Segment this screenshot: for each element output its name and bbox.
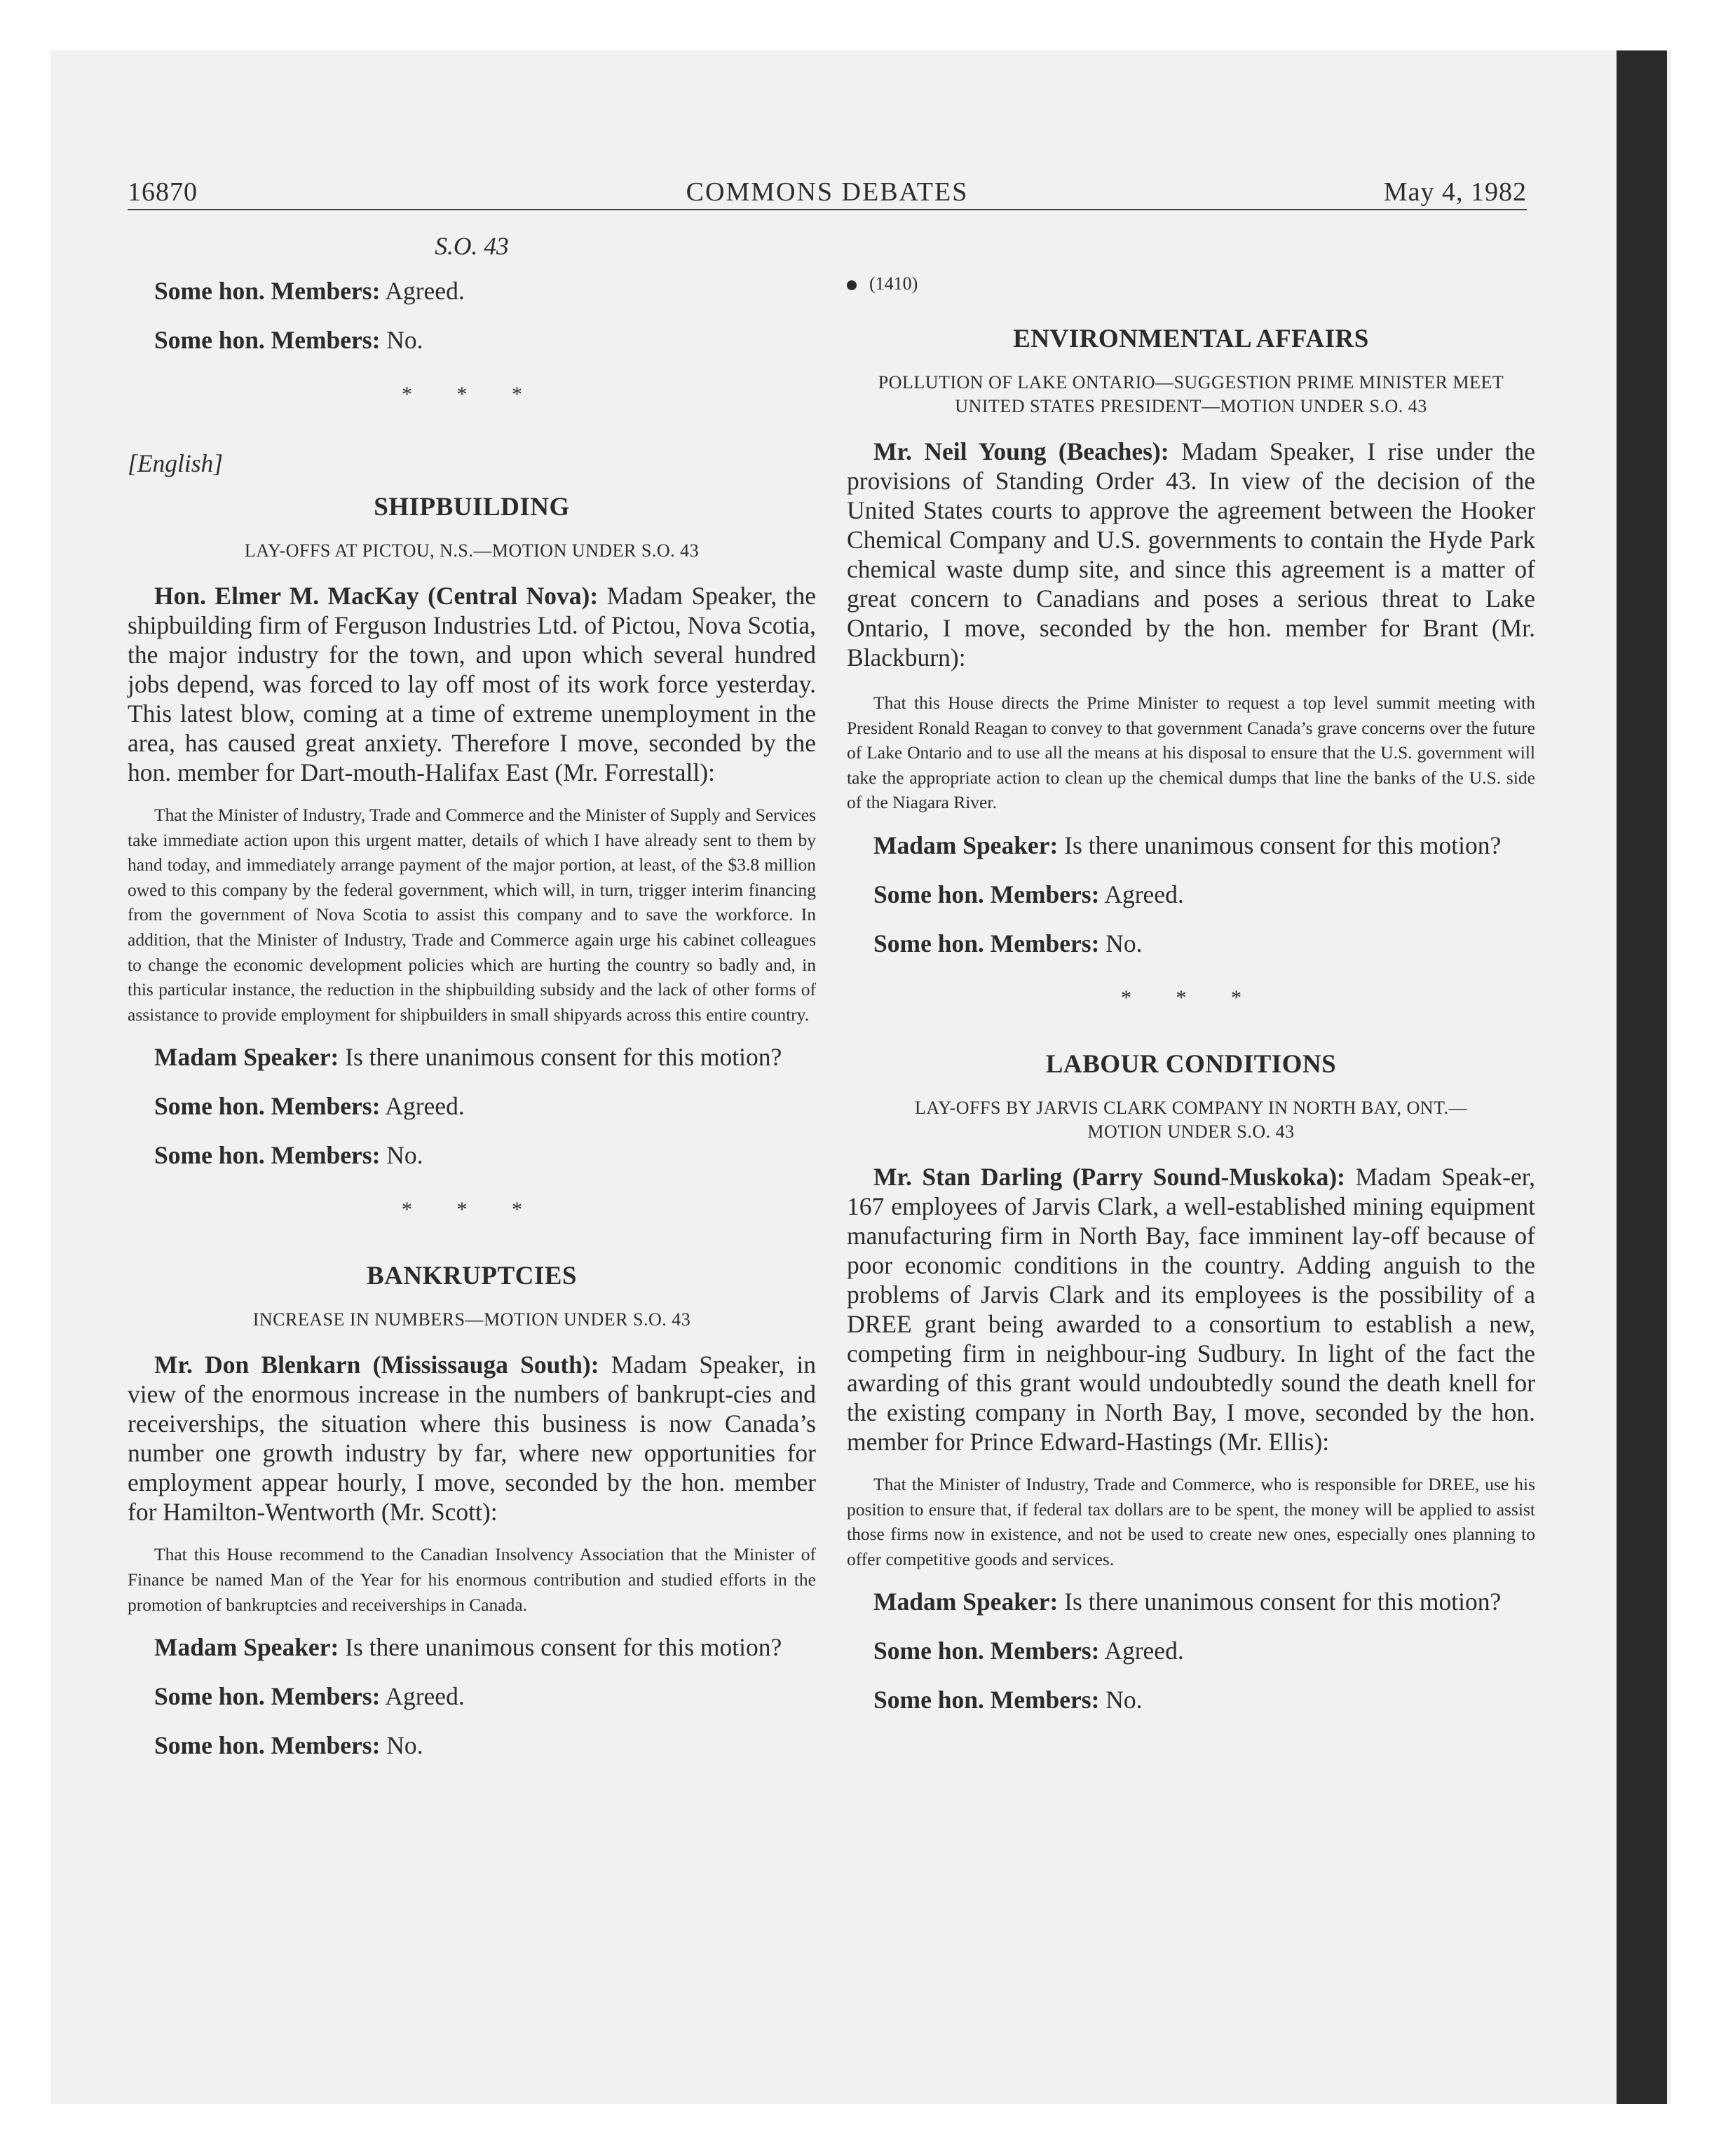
header-rule <box>128 209 1527 210</box>
bullet-icon <box>847 280 857 290</box>
members-agreed: Some hon. Members: Agreed. <box>154 1682 465 1711</box>
heading-environmental-affairs: ENVIRONMENTAL AFFAIRS <box>1013 325 1369 353</box>
members-no: Some hon. Members: No. <box>154 1731 423 1760</box>
speech-darling: Mr. Stan Darling (Parry Sound-Muskoka): Madam Speak-er, 167 employees of Jarvis Clark, a well-established mining equipment manufacturing firm in North Bay, face imminent lay-off because of poor economic conditions in the country. Adding anguish to the problems of Jarvis Clark and its employees is the possibility of a DREE grant being awarded to a consortium to establish a new, competing firm in neighbour-ing Sudbury. In light of the fact the awarding of this grant would undoubtedly sound the death knell for the existing company in North Bay, I move, seconded by the hon. member for Prince Edward-Hastings (Mr. Ellis): <box>847 1162 1535 1456</box>
scan-edge-bar <box>1617 50 1667 2104</box>
members-no: Some hon. Members: No. <box>873 929 1143 957</box>
speaker-consent-question: Madam Speaker: Is there unanimous consent for this motion? <box>154 1043 782 1072</box>
subhead-jarvis-clark: LAY-OFFS BY JARVIS CLARK COMPANY IN NORTH BAY, ONT.— <box>914 1097 1468 1118</box>
page-date: May 4, 1982 <box>1383 177 1527 207</box>
speech-mackay: Hon. Elmer M. MacKay (Central Nova): Madam Speaker, the shipbuilding firm of Ferguson Industries Ltd. of Pictou, Nova Scotia, the major industry for the town, and upon which several hundred jobs depend, was forced to lay off most of its work force yesterday. This latest blow, coming at a time of extreme unemployment in the area, has caused great anxiety. Therefore I move, seconded by the hon. member for Dart-mouth-Halifax East (Mr. Forrestall): <box>128 582 817 786</box>
heading-shipbuilding: SHIPBUILDING <box>374 493 570 521</box>
right-column <box>847 226 1535 1714</box>
speaker-consent-question: Madam Speaker: Is there unanimous consent for this motion? <box>873 831 1502 859</box>
left-column <box>128 226 816 1760</box>
subhead-jarvis-clark-line2: MOTION UNDER S.O. 43 <box>1087 1121 1295 1142</box>
timestamp-marker: (1410) <box>847 273 1535 294</box>
members-no: Some hon. Members: No. <box>154 1141 423 1170</box>
motion-jarvis-clark: That the Minister of Industry, Trade and Commerce, who is responsible for DREE, use his position to ensure that, if federal tax dollars are to be spent, the money will be applied to assist those firms now in existence, and not be used to create new ones, especially ones planning to offer competitive goods and services. <box>847 1473 1535 1569</box>
subhead-lake-ontario: POLLUTION OF LAKE ONTARIO—SUGGESTION PRIME MINISTER MEET UNITED STATES PRESIDENT—MOTION UNDER S.O. 43 <box>878 372 1504 416</box>
publication-title: COMMONS DEBATES <box>686 177 969 207</box>
members-agreed: Some hon. Members: Agreed. <box>873 880 1184 908</box>
speaker-consent-question: Madam Speaker: Is there unanimous consent for this motion? <box>873 1588 1502 1616</box>
speaker-consent-question: Madam Speaker: Is there unanimous consent for this motion? <box>154 1633 782 1662</box>
section-separator: * * * <box>402 1198 542 1222</box>
members-no: Some hon. Members: No. <box>154 326 423 354</box>
members-agreed: Some hon. Members: Agreed. <box>154 1092 465 1121</box>
so43-label: S.O. 43 <box>435 232 509 260</box>
members-no: Some hon. Members: No. <box>873 1686 1143 1714</box>
members-agreed: Some hon. Members: Agreed. <box>154 277 465 305</box>
heading-labour-conditions: LABOUR CONDITIONS <box>1045 1049 1337 1079</box>
section-separator: * * * <box>402 383 542 406</box>
section-separator: * * * <box>1121 985 1261 1009</box>
page-number: 16870 <box>128 177 198 207</box>
motion-shipbuilding: That the Minister of Industry, Trade and Commerce and the Minister of Supply and Services take immediate action upon this urgent matter, details of which I have already sent to them by hand today, and immediately arrange payment of the major portion, at least, of the $3.8 million owed to this company by the federal government, which will, in turn, trigger interim financing from the government of Nova Scotia to assist this company and to save the workforce. In addition, that the Minister of Industry, Trade and Commerce again urge his cabinet colleagues to change the economic development policies which are hurting the country so badly and, in this particular instance, the reduction in the shipbuilding subsidy and the lack of other forms of assistance to provide employment for shipbuilders in small shipyards across this entire country. <box>128 805 816 1025</box>
members-agreed: Some hon. Members: Agreed. <box>873 1637 1184 1665</box>
speech-blenkarn: Mr. Don Blenkarn (Mississauga South): Madam Speaker, in view of the enormous increase in the numbers of bankrupt-cies and receiverships, the situation where this business is now Canada’s number one growth industry by far, where new opportunities for employment appear hourly, I move, seconded by the hon. member for Hamilton-Wentworth (Mr. Scott): <box>128 1351 817 1527</box>
page-header <box>128 177 1527 213</box>
language-marker: [English] <box>128 449 224 477</box>
motion-lake-ontario: That this House directs the Prime Minister to request a top level summit meeting with President Ronald Reagan to convey to that government Canada’s grave concerns over the future of Lake Ontario and to use all the means at his disposal to ensure that the U.S. government will take the appropriate action to clean up the chemical dumps that line the banks of the U.S. side of the Niagara River. <box>847 692 1535 813</box>
subhead-shipbuilding: LAY-OFFS AT PICTOU, N.S.—MOTION UNDER S.O. 43 <box>244 540 700 561</box>
speech-young: Mr. Neil Young (Beaches): Madam Speaker, I rise under the provisions of Standing Order 43. In view of the decision of the United States courts to approve the agreement between the Hooker Chemical Company and U.S. governments to contain the Hyde Park chemical waste dump site, and since this agreement is a matter of great concern to Canadians and poses a serious threat to Lake Ontario, I move, seconded by the hon. member for Brant (Mr. Blackburn): <box>847 437 1536 671</box>
subhead-bankruptcies: INCREASE IN NUMBERS—MOTION UNDER S.O. 43 <box>252 1309 691 1330</box>
motion-bankruptcies: That this House recommend to the Canadian Insolvency Association that the Minister of Finance be named Man of the Year for his enormous contribution and studied efforts in the promotion of bankruptcies and receiverships in Canada. <box>128 1544 816 1615</box>
heading-bankruptcies: BANKRUPTCIES <box>367 1262 577 1291</box>
